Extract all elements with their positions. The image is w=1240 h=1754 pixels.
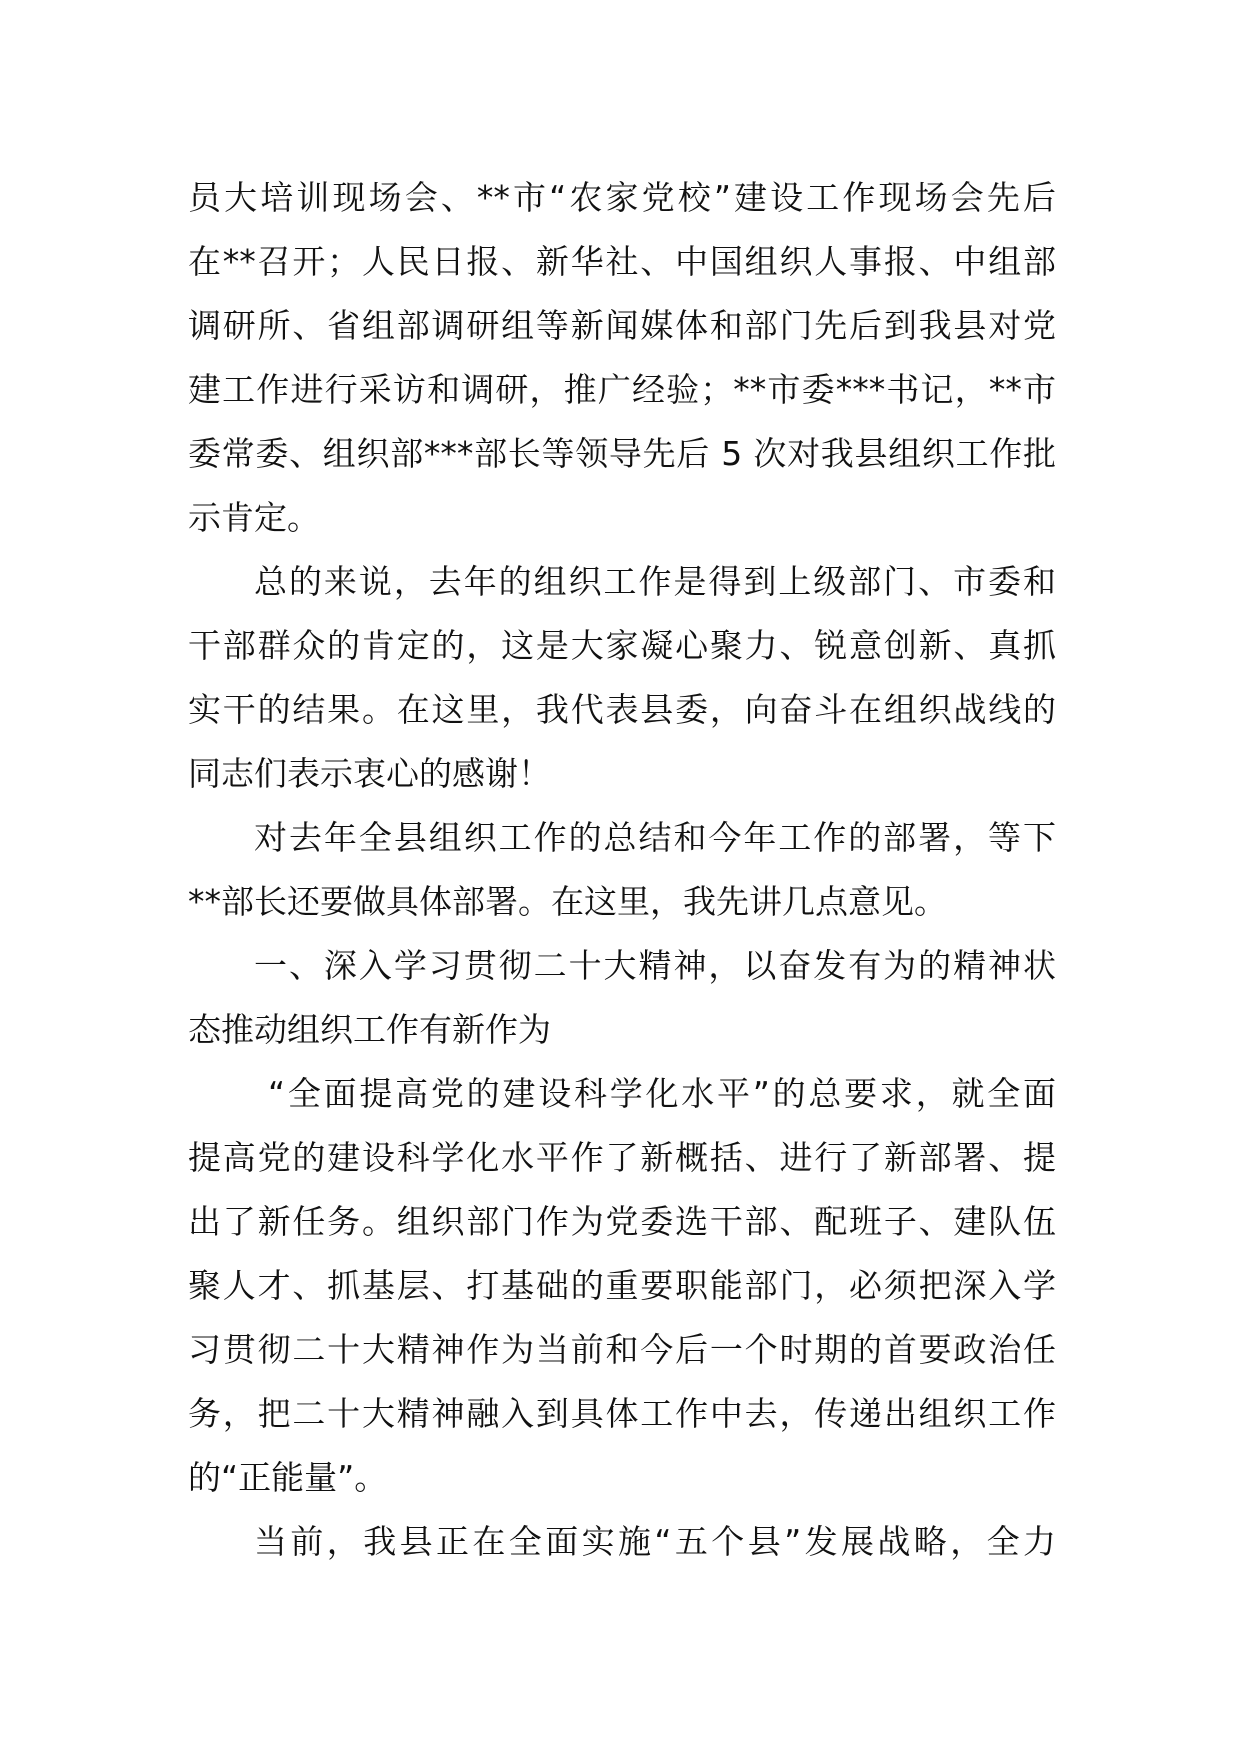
text-line: 员大培训现场会、**市“农家党校”建设工作现场会先后 [188,178,1056,217]
text-line: 的“正能量”。 [188,1458,388,1497]
text-line: 建工作进行采访和调研，推广经验；**市委***书记，**市 [188,370,1056,409]
section-heading-line: 态推动组织工作有新作为 [188,1010,551,1049]
text-line: 聚人才、抓基层、打基础的重要职能部门，必须把深入学 [188,1266,1056,1305]
section-heading-line: 一、深入学习贯彻二十大精神，以奋发有为的精神状 [254,946,1056,985]
text-line: 同志们表示衷心的感谢！ [188,754,551,793]
text-line: 总的来说，去年的组织工作是得到上级部门、市委和 [254,562,1056,601]
text-line: 提高党的建设科学化水平作了新概括、进行了新部署、提 [188,1138,1056,1177]
text-line: 调研所、省组部调研组等新闻媒体和部门先后到我县对党 [188,306,1056,345]
text-line: 实干的结果。在这里，我代表县委，向奋斗在组织战线的 [188,690,1056,729]
text-line: **部长还要做具体部署。在这里，我先讲几点意见。 [188,882,947,921]
text-line: 务，把二十大精神融入到具体工作中去，传递出组织工作 [188,1394,1056,1433]
text-line: 在**召开；人民日报、新华社、中国组织人事报、中组部 [188,242,1056,281]
text-line: 干部群众的肯定的，这是大家凝心聚力、锐意创新、真抓 [188,626,1056,665]
text-line: “全面提高党的建设科学化水平”的总要求，就全面 [268,1074,1056,1113]
document-body [188,166,1056,1574]
text-line: 对去年全县组织工作的总结和今年工作的部署，等下 [254,818,1056,857]
text-line: 习贯彻二十大精神作为当前和今后一个时期的首要政治任 [188,1330,1056,1369]
text-line: 示肯定。 [188,498,320,537]
text-line: 委常委、组织部***部长等领导先后 5 次对我县组织工作批 [188,434,1056,473]
text-line: 当前，我县正在全面实施“五个县”发展战略，全力 [254,1522,1056,1561]
text-line: 出了新任务。组织部门作为党委选干部、配班子、建队伍 [188,1202,1056,1241]
